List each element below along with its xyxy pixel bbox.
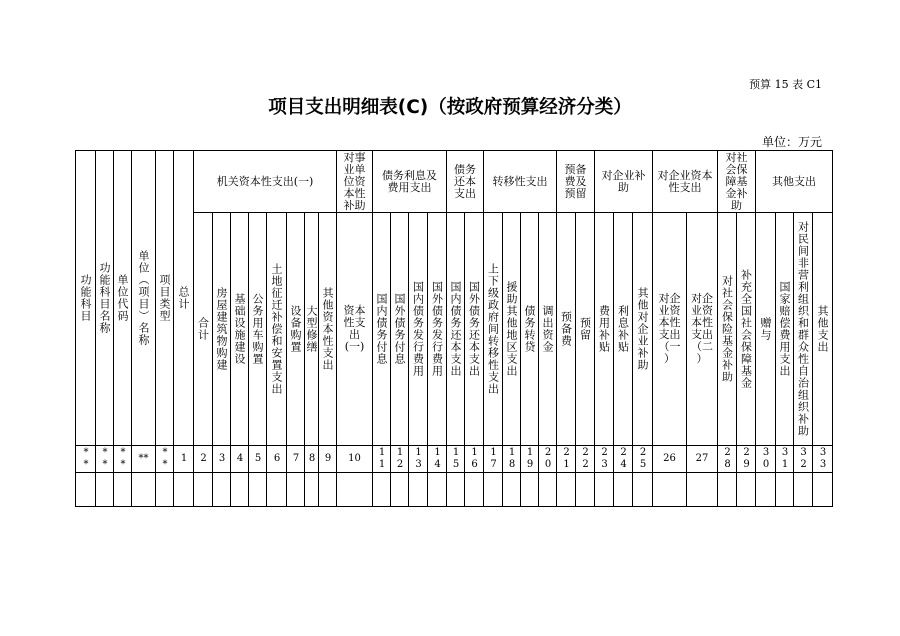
index-cell [503, 446, 521, 473]
index-cell [319, 446, 337, 473]
index-value: 13 [413, 447, 424, 471]
column-header [633, 213, 653, 446]
column-header [305, 213, 319, 446]
group-label: 机关资本性支出(一) [216, 174, 314, 188]
index-value: 11 [376, 447, 388, 471]
index-value: 22 [580, 447, 591, 471]
data-cell [576, 473, 595, 507]
group-label: 对事业单位资本性补助 [343, 150, 366, 212]
index-value: ** [159, 447, 171, 471]
index-cell [576, 446, 595, 473]
index-cell [96, 446, 114, 473]
index-value: ** [117, 447, 129, 471]
header-label: 项目类型 [158, 274, 171, 322]
data-cell [756, 473, 776, 507]
group-header-transfer-expenditure [484, 151, 557, 213]
index-cell [114, 446, 132, 473]
column-header [521, 213, 539, 446]
index-value: 32 [798, 447, 809, 471]
index-cell [557, 446, 576, 473]
index-cell [776, 446, 794, 473]
index-value: 33 [817, 447, 829, 471]
data-cell [231, 473, 249, 507]
index-cell [813, 446, 833, 473]
column-label: 其他支出 [816, 305, 829, 353]
index-cell [484, 446, 503, 473]
index-value: 15 [450, 447, 462, 471]
column-header [813, 213, 833, 446]
column-label: 对企业资本性支出（一） [658, 292, 681, 365]
index-cell [465, 446, 484, 473]
index-cell [249, 446, 267, 473]
index-value: 26 [663, 453, 676, 464]
column-header [231, 213, 249, 446]
index-value: 14 [432, 447, 443, 471]
index-cell [76, 446, 96, 473]
column-header [465, 213, 484, 446]
data-cell [156, 473, 174, 507]
index-cell [794, 446, 813, 473]
data-cell [813, 473, 833, 507]
data-cell [391, 473, 409, 507]
column-label: 国外债务发行费用 [430, 281, 444, 377]
index-value: 20 [542, 447, 554, 471]
column-label: 预备费 [559, 311, 573, 347]
data-cell [794, 473, 813, 507]
index-value: 9 [322, 453, 334, 465]
index-cell [287, 446, 305, 473]
form-code: 预算 15 表 C1 [749, 78, 822, 91]
index-value: ** [80, 447, 92, 471]
data-cell [96, 473, 114, 507]
index-cell [337, 446, 373, 473]
data-cell [484, 473, 503, 507]
data-cell [267, 473, 287, 507]
page-title: 项目支出明细表(C)（按政府预算经济分类） [268, 97, 632, 118]
index-cell [521, 446, 539, 473]
index-value: 4 [234, 453, 246, 465]
index-value: 8 [306, 453, 318, 465]
unit-label: 单位：万元 [761, 135, 822, 149]
index-cell [305, 446, 319, 473]
group-label: 债务利息及费用支出 [382, 168, 437, 194]
index-cell [391, 446, 409, 473]
group-header-debt-interest-expense [373, 151, 447, 213]
column-label: 设备购置 [289, 305, 302, 353]
data-cell [76, 473, 96, 507]
data-cell [428, 473, 447, 507]
group-header-other-expenditure [756, 151, 833, 213]
data-cell [213, 473, 231, 507]
column-label: 资本性支出(一) [343, 304, 366, 353]
index-value: 27 [695, 453, 709, 464]
column-header [319, 213, 337, 446]
index-cell [373, 446, 391, 473]
column-label: 对社会保险基金补助 [720, 275, 734, 383]
column-header [614, 213, 633, 446]
group-header-institution-capital-subsidy [337, 151, 373, 213]
index-value: 29 [741, 447, 752, 471]
column-header [776, 213, 794, 446]
data-cell [114, 473, 132, 507]
index-cell [614, 446, 633, 473]
group-label: 对社会保障基金补助 [725, 150, 748, 212]
column-header [737, 213, 756, 446]
column-header [428, 213, 447, 446]
index-value: 5 [252, 453, 264, 465]
column-label: 土地征迁补偿和安置支出 [270, 263, 283, 395]
index-value: 28 [722, 447, 733, 471]
data-cell [132, 473, 156, 507]
group-header-debt-principal-repayment [447, 151, 484, 213]
index-value: 2 [198, 453, 209, 465]
data-cell [373, 473, 391, 507]
index-value: ** [138, 453, 149, 464]
column-header [447, 213, 465, 446]
index-cell [132, 446, 156, 473]
index-value: ** [99, 447, 111, 471]
column-label: 国内债务发行费用 [411, 281, 425, 377]
index-value: 7 [290, 453, 302, 465]
data-cell [447, 473, 465, 507]
data-cell [614, 473, 633, 507]
data-cell [737, 473, 756, 507]
column-label: 费用补贴 [597, 305, 611, 353]
column-label: 债务转贷 [523, 305, 536, 353]
group-label: 其他支出 [772, 174, 816, 188]
data-cell [776, 473, 794, 507]
index-value: 6 [271, 453, 283, 465]
index-value: 25 [637, 447, 649, 471]
header-unit-project-name [132, 151, 156, 446]
column-header [503, 213, 521, 446]
index-value: 10 [348, 453, 361, 464]
column-label: 国内债务付息 [375, 293, 388, 365]
data-cell [465, 473, 484, 507]
index-cell [231, 446, 249, 473]
index-cell [687, 446, 718, 473]
column-header [653, 213, 687, 446]
column-header [794, 213, 813, 446]
data-cell [337, 473, 373, 507]
data-cell [633, 473, 653, 507]
column-label: 赠与 [759, 317, 772, 341]
data-cell [557, 473, 576, 507]
header-function-subject [76, 151, 96, 446]
data-cell [521, 473, 539, 507]
index-cell [653, 446, 687, 473]
column-label: 国内债务还本支出 [449, 281, 462, 377]
group-header-agency-capital-expenditure [194, 151, 337, 213]
data-cell [194, 473, 213, 507]
data-cell [409, 473, 428, 507]
data-cell [503, 473, 521, 507]
column-label: 国家赔偿费用支出 [778, 281, 791, 377]
data-cell [174, 473, 194, 507]
index-cell [267, 446, 287, 473]
column-label: 其他资本性支出 [321, 287, 334, 371]
column-header [539, 213, 557, 446]
column-label: 利息补贴 [616, 305, 630, 353]
column-header [249, 213, 267, 446]
column-header [373, 213, 391, 446]
index-value: 1 [178, 453, 190, 465]
data-cell [687, 473, 718, 507]
index-cell [174, 446, 194, 473]
column-label: 合计 [196, 317, 210, 341]
data-cell [595, 473, 614, 507]
data-cell [249, 473, 267, 507]
index-cell [409, 446, 428, 473]
group-header-reserve-fund [557, 151, 595, 213]
header-total [174, 151, 194, 446]
header-label: 总计 [177, 286, 190, 310]
index-value: 31 [779, 447, 791, 471]
group-label: 对企业资本性支出 [657, 168, 713, 194]
index-cell [428, 446, 447, 473]
column-label: 国外债务付息 [393, 293, 406, 365]
column-header [756, 213, 776, 446]
budget-table [75, 150, 833, 507]
data-cell [539, 473, 557, 507]
column-header [557, 213, 576, 446]
data-cell [653, 473, 687, 507]
index-cell [213, 446, 231, 473]
group-label: 债务还本支出 [454, 162, 476, 200]
column-header [267, 213, 287, 446]
column-label: 其他对企业补助 [636, 287, 649, 371]
index-value: 21 [561, 447, 572, 471]
column-label: 援助其他地区支出 [505, 281, 518, 377]
header-project-type [156, 151, 174, 446]
index-value: 23 [599, 447, 610, 471]
index-cell [756, 446, 776, 473]
column-label: 大型修缮 [305, 305, 318, 353]
group-label: 预备费及预留 [564, 162, 587, 200]
header-label: 单位（项目）名称 [137, 250, 150, 346]
column-header [287, 213, 305, 446]
index-value: 12 [394, 447, 406, 471]
column-header [484, 213, 503, 446]
column-label: 公务用车购置 [251, 293, 264, 365]
index-cell [194, 446, 213, 473]
index-cell [737, 446, 756, 473]
group-header-social-security-fund-subsidy [718, 151, 756, 213]
data-cell [305, 473, 319, 507]
column-label: 房屋建筑物购建 [215, 287, 228, 371]
column-label: 对民间非营利组织和群众性自治组织补助 [796, 221, 810, 437]
index-value: 17 [488, 447, 499, 471]
group-label: 转移性支出 [492, 174, 548, 188]
index-cell [539, 446, 557, 473]
index-cell [595, 446, 614, 473]
data-cell [287, 473, 305, 507]
column-header [194, 213, 213, 446]
index-value: 24 [618, 447, 629, 471]
group-header-enterprise-capital-expenditure [653, 151, 718, 213]
data-cell [718, 473, 737, 507]
column-label: 预留 [578, 317, 592, 341]
column-label: 调出资金 [541, 305, 554, 353]
column-header [595, 213, 614, 446]
group-header-enterprise-subsidy [595, 151, 653, 213]
column-label: 上下级政府间转移性支出 [486, 263, 500, 395]
column-header [718, 213, 737, 446]
column-label: 对企业资本性支出（二） [691, 292, 713, 365]
column-header [409, 213, 428, 446]
group-label: 对企业补助 [601, 168, 646, 194]
header-label: 功能科目名称 [98, 262, 111, 334]
data-cell [319, 473, 337, 507]
column-header [337, 213, 373, 446]
index-cell [447, 446, 465, 473]
index-cell [156, 446, 174, 473]
column-label: 基础设施建设 [233, 293, 246, 365]
index-value: 16 [469, 447, 480, 471]
column-header [213, 213, 231, 446]
column-header [687, 213, 718, 446]
header-label: 功能科目 [79, 274, 92, 322]
index-value: 30 [760, 447, 772, 471]
index-value: 18 [506, 447, 518, 471]
index-cell [633, 446, 653, 473]
index-value: 19 [524, 447, 536, 471]
column-header [391, 213, 409, 446]
column-header [576, 213, 595, 446]
index-cell [718, 446, 737, 473]
index-value: 3 [216, 453, 228, 465]
header-unit-code [114, 151, 132, 446]
header-label: 单位代码 [116, 274, 129, 322]
column-label: 补充全国社会保障基金 [739, 269, 753, 389]
header-function-subject-name [96, 151, 114, 446]
column-label: 国外债务还本支出 [467, 281, 481, 377]
